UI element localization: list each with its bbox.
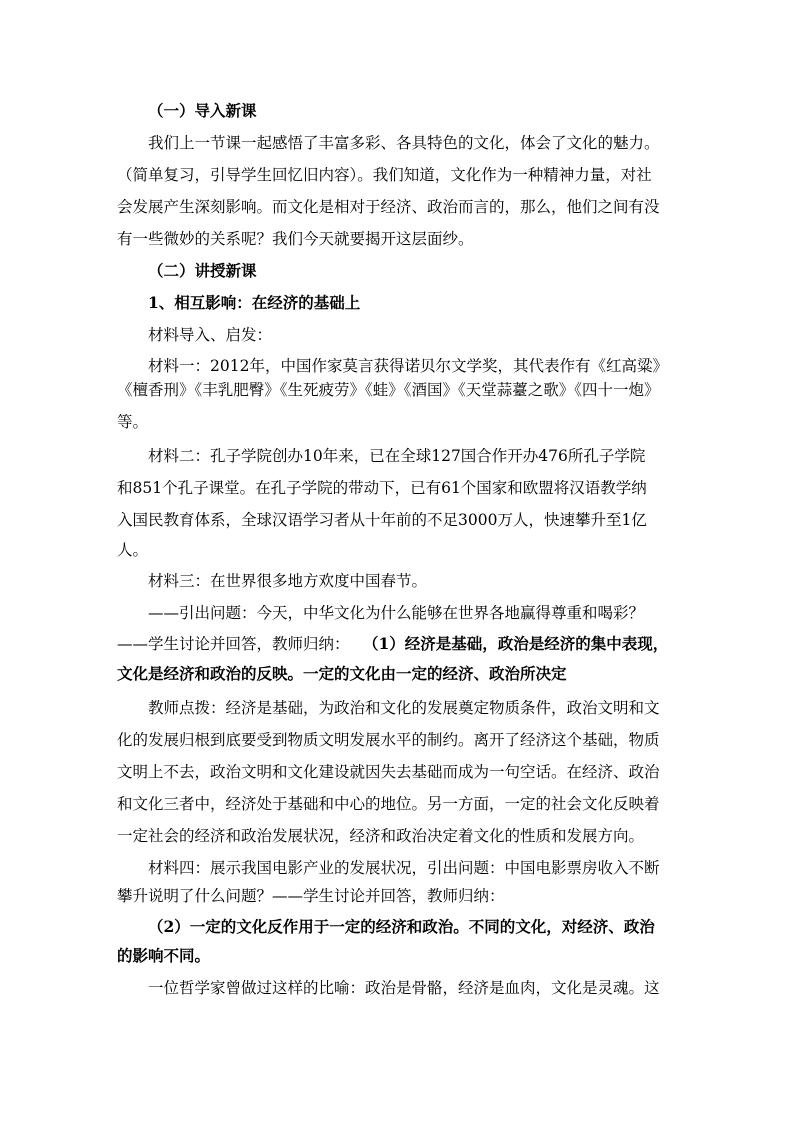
paragraph-line: 人。 (117, 541, 149, 559)
paragraph-line: ——引出问题：今天，中华文化为什么能够在世界各地赢得尊重和喝彩？ (148, 604, 645, 622)
paragraph-line: 和851个孔子课堂。在孔子学院的带动下，已有61个国家和欧盟将汉语教学纳 (117, 479, 647, 497)
paragraph-line: 我们上一节课一起感悟了丰富多彩、各具特色的文化，体会了文化的魅力。 (148, 134, 660, 152)
paragraph-line: 《檀香刑》《丰乳肥臀》《生死疲劳》《蛙》《酒国》《天堂蒜薹之歌》《四十一炮》 (117, 381, 660, 399)
paragraph-line: 一位哲学家曾做过这样的比喻：政治是骨骼，经济是血肉，文化是灵魂。这 (148, 979, 660, 997)
paragraph-line: 教师点拨：经济是基础，为政治和文化的发展奠定物质条件，政治文明和文 (148, 699, 660, 717)
subsection-heading: 1、相互影响：在经济的基础上 (148, 293, 361, 312)
bold-conclusion: 的影响不同。 (117, 946, 211, 965)
section-heading-intro: （一）导入新课 (148, 101, 257, 120)
paragraph-line: 材料一：2012年，中国作家莫言获得诺贝尔文学奖，其代表作有《红高粱》 (148, 357, 668, 375)
paragraph-line: 文明上不去，政治文明和文化建设就因失去基础而成为一句空话。在经济、政治 (117, 763, 660, 781)
bold-conclusion: （2）一定的文化反作用于一定的经济和政治。不同的文化，对经济、政治 (148, 917, 655, 936)
paragraph-line: （简单复习，引导学生回忆旧内容）。我们知道，文化作为一种精神力量，对社 (117, 166, 652, 184)
paragraph-line: ——学生讨论并回答，教师归纳： (117, 635, 350, 653)
paragraph-line: 攀升说明了什么问题？——学生讨论并回答，教师归纳： (117, 887, 505, 905)
paragraph-line: 材料四：展示我国电影产业的发展状况，引出问题：中国电影票房收入不断 (148, 859, 660, 877)
section-heading-teaching: （二）讲授新课 (148, 261, 257, 280)
paragraph-line: 和文化三者中，经济处于基础和中心的地位。另一方面，一定的社会文化反映着 (117, 795, 660, 813)
paragraph-line: 材料导入、启发： (148, 326, 273, 344)
paragraph-line: 会发展产生深刻影响。而文化是相对于经济、政治而言的，那么，他们之间有没 (117, 198, 660, 216)
paragraph-line: 有一些微妙的关系呢？我们今天就要揭开这层面纱。 (117, 230, 474, 248)
paragraph-line: 材料二：孔子学院创办10年来，已在全球127国合作开办476所孔子学院 (148, 447, 646, 465)
paragraph-line: 入国民教育体系，全球汉语学习者从十年前的不足3000万人，快速攀升至1亿 (117, 511, 647, 529)
paragraph-line: 等。 (117, 413, 149, 431)
paragraph-line: 材料三：在世界很多地方欢度中国春节。 (148, 572, 428, 590)
paragraph-line: 一定社会的经济和政治发展状况，经济和政治决定着文化的性质和发展方向。 (117, 827, 645, 845)
paragraph-line: 化的发展归根到底要受到物质文明发展水平的制约。离开了经济这个基础，物质 (117, 731, 660, 749)
bold-conclusion: 文化是经济和政治的反映。一定的文化由一定的经济、政治所决定 (117, 664, 567, 683)
bold-conclusion: （1）经济是基础，政治是经济的集中表现， (363, 634, 669, 653)
